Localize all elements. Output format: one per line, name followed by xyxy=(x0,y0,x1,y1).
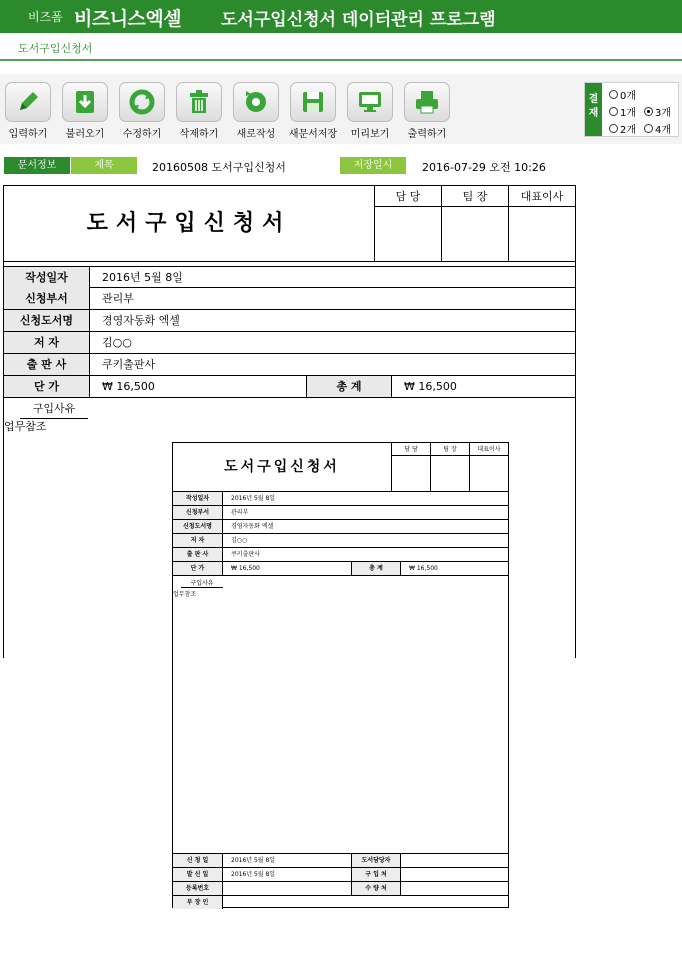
approval-option-0-label: 0개 xyxy=(620,91,637,102)
brand-logo: 비즈니스엑셀 xyxy=(74,8,182,30)
new-label: 새로작성 xyxy=(236,129,276,140)
breadcrumb: 도서구입신청서 xyxy=(18,42,93,55)
preview-reason-label: 구입사유 xyxy=(181,578,223,588)
radio-icon xyxy=(609,90,618,99)
approval-option-0[interactable] xyxy=(609,87,636,102)
preview-row-label: 신청부서 xyxy=(173,506,223,519)
preview-total-label: 총 계 xyxy=(351,562,401,575)
preview-footer-label: 부 장 인 xyxy=(173,896,223,909)
preview-approver-box xyxy=(469,443,508,491)
reason-value[interactable]: 업무참조 xyxy=(4,420,47,433)
preview-button[interactable] xyxy=(345,82,395,140)
preview-approver-label: 팀 장 xyxy=(431,443,469,456)
approval-option-4-label: 4개 xyxy=(655,125,672,136)
trash-icon xyxy=(176,82,222,122)
approval-option-1-label: 1개 xyxy=(620,108,637,119)
publisher-value[interactable]: 쿠키출판사 xyxy=(102,358,156,371)
approval-option-2[interactable] xyxy=(609,121,636,136)
title-value[interactable]: 20160508 도서구입신청서 xyxy=(152,161,286,174)
title-tag: 제목 xyxy=(71,157,137,174)
preview-row-value: 쿠키출판사 xyxy=(231,551,260,558)
input-button[interactable] xyxy=(3,82,53,140)
radio-icon xyxy=(609,124,618,133)
form-title: 도서구입신청서 xyxy=(86,211,292,236)
price-label: 단 가 xyxy=(4,376,90,397)
author-value[interactable]: 김○○ xyxy=(102,336,132,349)
preview-row xyxy=(173,491,508,505)
author-label: 저 자 xyxy=(4,332,90,353)
preview-row xyxy=(173,547,508,561)
doc-info-tag: 문서정보 xyxy=(4,157,70,174)
pencil-icon xyxy=(5,82,51,122)
approver-label: 담 당 xyxy=(375,186,441,207)
total-value[interactable]: ₩ 16,500 xyxy=(404,380,457,393)
preview-footer-row xyxy=(173,853,508,867)
preview-price-value: ₩ 16,500 xyxy=(231,565,260,572)
preview-row-label: 신청도서명 xyxy=(173,520,223,533)
preview-row-label: 작성일자 xyxy=(173,492,223,505)
preview-footer-label2: 구 입 처 xyxy=(351,868,401,881)
approval-option-3[interactable] xyxy=(644,104,671,119)
save-new-label: 새문서저장 xyxy=(288,129,338,140)
author-row xyxy=(3,332,576,354)
approval-option-4[interactable] xyxy=(644,121,671,136)
preview-footer-label: 신 청 일 xyxy=(173,854,223,867)
new-doc-icon xyxy=(233,82,279,122)
preview-approver-label: 대표이사 xyxy=(470,443,508,456)
print-label: 출력하기 xyxy=(407,129,447,140)
load-label: 불러오기 xyxy=(65,129,105,140)
refresh-icon xyxy=(119,82,165,122)
delete-button[interactable] xyxy=(174,82,224,140)
floppy-icon xyxy=(290,82,336,122)
price-value[interactable]: ₩ 16,500 xyxy=(102,380,155,393)
preview-row-label: 출 판 사 xyxy=(173,548,223,561)
print-preview xyxy=(172,442,509,908)
preview-footer-label2: 도서담당자 xyxy=(351,854,401,867)
download-icon xyxy=(62,82,108,122)
app-title: 도서구입신청서 데이터관리 프로그램 xyxy=(221,10,496,30)
preview-reason-value: 업무참조 xyxy=(173,591,197,598)
preview-reason-area xyxy=(173,575,508,853)
total-label: 총 계 xyxy=(306,376,392,397)
reason-label: 구입사유 xyxy=(20,400,88,419)
approval-count-panel xyxy=(584,82,679,137)
preview-price-row xyxy=(173,561,508,575)
department-label: 신청부서 xyxy=(4,288,90,309)
department-row xyxy=(3,288,576,310)
preview-row-label: 저 자 xyxy=(173,534,223,547)
save-new-button[interactable] xyxy=(288,82,338,140)
saved-value: 2016-07-29 오전 10:26 xyxy=(422,161,546,174)
toolbar xyxy=(0,74,682,144)
radio-icon xyxy=(609,107,618,116)
monitor-icon xyxy=(347,82,393,122)
approval-option-2-label: 2개 xyxy=(620,125,637,136)
book-title-label: 신청도서명 xyxy=(4,310,90,331)
approval-option-1[interactable] xyxy=(609,104,636,119)
input-label: 입력하기 xyxy=(8,129,48,140)
app-header xyxy=(0,0,682,33)
preview-row-value: 경영자동화 엑셀 xyxy=(231,523,274,530)
preview-row xyxy=(173,533,508,547)
preview-row xyxy=(173,505,508,519)
load-button[interactable] xyxy=(60,82,110,140)
breadcrumb-divider xyxy=(0,59,682,61)
preview-row-value: 김○○ xyxy=(231,537,248,544)
preview-label: 미리보기 xyxy=(350,129,390,140)
date-value[interactable]: 2016년 5월 8일 xyxy=(102,271,183,284)
date-label: 작성일자 xyxy=(4,267,90,288)
preview-footer-label: 발 신 일 xyxy=(173,868,223,881)
preview-approver-box xyxy=(391,443,430,491)
preview-footer-row xyxy=(173,881,508,895)
preview-price-label: 단 가 xyxy=(173,562,223,575)
preview-title: 도서구입신청서 xyxy=(224,459,340,475)
book-title-row xyxy=(3,310,576,332)
preview-row xyxy=(173,519,508,533)
preview-footer-label2: 수 량 처 xyxy=(351,882,401,895)
doc-info-bar xyxy=(0,156,682,176)
edit-label: 수정하기 xyxy=(122,129,162,140)
preview-footer-value: 2016년 5월 8일 xyxy=(231,857,276,864)
printer-icon xyxy=(404,82,450,122)
preview-footer-row xyxy=(173,867,508,881)
radio-icon xyxy=(644,124,653,133)
date-row xyxy=(3,266,576,288)
preview-approver-box xyxy=(430,443,469,491)
edit-button[interactable] xyxy=(117,82,167,140)
preview-approver-label: 담 당 xyxy=(392,443,430,456)
preview-total-value: ₩ 16,500 xyxy=(409,565,438,572)
approver-box[interactable] xyxy=(374,186,441,261)
saved-tag: 저장일시 xyxy=(340,157,406,174)
preview-footer-label: 등록번호 xyxy=(173,882,223,895)
approver-box[interactable] xyxy=(441,186,508,261)
preview-footer-value: 2016년 5월 8일 xyxy=(231,871,276,878)
approval-option-3-label: 3개 xyxy=(655,108,672,119)
preview-footer-row xyxy=(173,895,508,908)
preview-row-value: 관리부 xyxy=(231,509,249,516)
approver-box[interactable] xyxy=(508,186,575,261)
book-title-value[interactable]: 경영자동화 엑셀 xyxy=(102,314,180,327)
delete-label: 삭제하기 xyxy=(179,129,219,140)
radio-selected-icon xyxy=(644,107,653,116)
brand-small-label: 비즈폼 xyxy=(28,10,63,24)
print-button[interactable] xyxy=(402,82,452,140)
department-value[interactable]: 관리부 xyxy=(102,292,134,305)
publisher-label: 출 판 사 xyxy=(4,354,90,375)
approver-label: 대표이사 xyxy=(509,186,575,207)
approver-label: 팀 장 xyxy=(442,186,508,207)
new-button[interactable] xyxy=(231,82,281,140)
approval-tag: 결재 xyxy=(585,83,602,136)
publisher-row xyxy=(3,354,576,376)
form-header xyxy=(3,185,576,262)
preview-row-value: 2016년 5월 8일 xyxy=(231,495,276,502)
price-row xyxy=(3,376,576,398)
